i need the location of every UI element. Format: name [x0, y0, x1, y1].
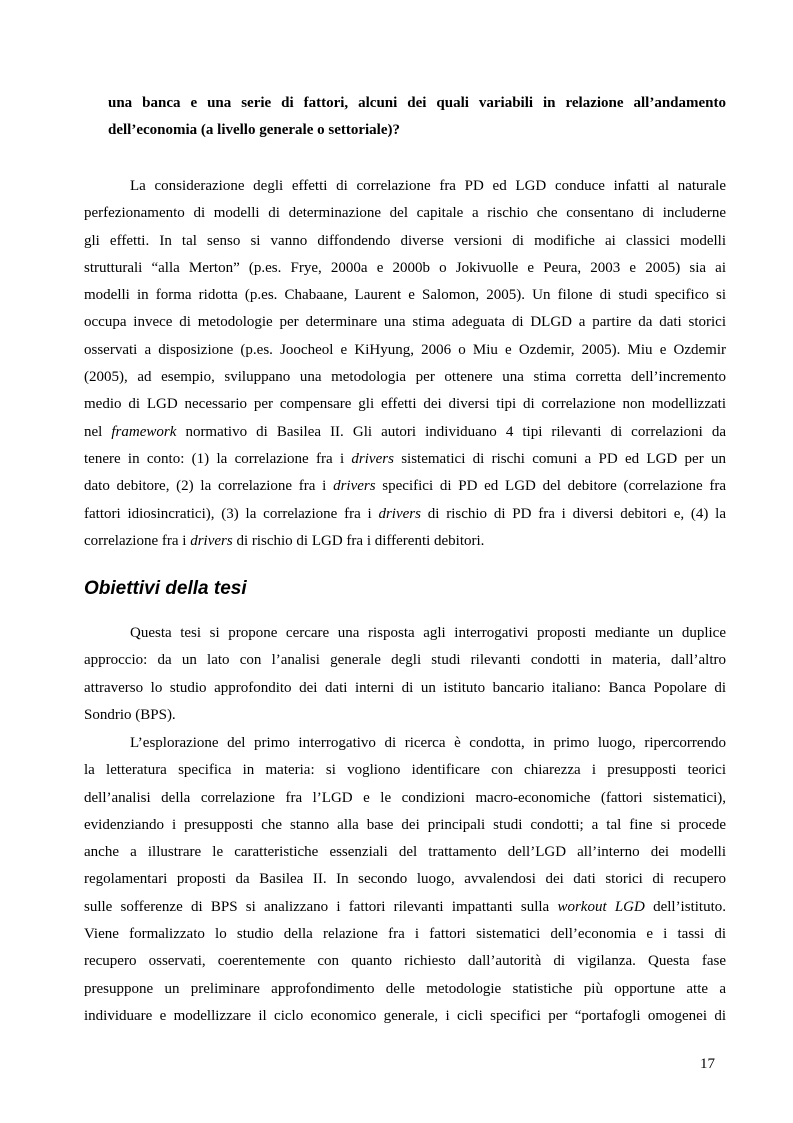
section-heading: Obiettivi della tesi [84, 578, 247, 599]
text-line: (2005), ad esempio, sviluppano una metodologia per ottenere una stima corretta dell’incremento [84, 369, 726, 386]
text-line: individuare e modellizzare il ciclo economico generale, i cicli specifici per “portafogli omogenei di [84, 1007, 726, 1024]
text-line: tenere in conto: (1) la correlazione fra i drivers sistematici di rischi comuni a PD ed LGD per un [84, 450, 726, 467]
paragraph-correlation [84, 173, 726, 555]
text-line: La considerazione degli effetti di correlazione fra PD ed LGD conduce infatti al naturale [130, 178, 726, 194]
research-question [108, 90, 726, 145]
text-line: dell’analisi della correlazione fra l’LGD e le condizioni macro-economiche (fattori sistematici), [84, 789, 726, 806]
text-line: perfezionamento di modelli di determinazione del capitale a rischio che consentano di includerne [84, 205, 726, 222]
text-line: L’esplorazione del primo interrogativo di ricerca è condotta, in primo luogo, ripercorrendo [130, 735, 726, 751]
text-line: evidenziando i presupposti che stanno alla base dei principali studi condotti; a tal fine si procede [84, 816, 726, 833]
text-line: la letteratura specifica in materia: si vogliono identificare con chiarezza i presupposti teorici [84, 762, 726, 779]
text-line: gli effetti. In tal senso si vanno diffondendo diverse versioni di modifiche ai classici modelli [84, 232, 726, 249]
paragraph-objectives [84, 620, 726, 729]
text-line: medio di LGD necessario per compensare gli effetti dei diversi tipi di correlazione non modellizzati [84, 396, 726, 413]
text-line: regolamentari proposti da Basilea II. In secondo luogo, avvalendosi dei dati storici di recupero [84, 871, 726, 888]
text-line: Questa tesi si propone cercare una risposta agli interrogativi proposti mediante un duplice [130, 625, 726, 641]
text-line: occupa invece di metodologie per determinare una stima adeguata di DLGD a partire da dati storici [84, 314, 726, 331]
text-line: modelli in forma ridotta (p.es. Chabaane, Laurent e Salomon, 2005). Un filone di studi specifico si [84, 287, 726, 304]
text-line: nel framework normativo di Basilea II. Gli autori individuano 4 tipi rilevanti di correlazioni da [84, 423, 726, 440]
page-number: 17 [700, 1056, 715, 1072]
text-line: recupero osservati, coerentemente con quanto richiesto dall’autorità di vigilanza. Questa fase [84, 953, 726, 970]
text-line: una banca e una serie di fattori, alcuni dei quali variabili in relazione all’andamento [108, 95, 726, 111]
text-line: Sondrio (BPS). [84, 706, 176, 723]
paragraph-exploration [84, 730, 726, 1030]
text-line: sulle sofferenze di BPS si analizzano i fattori rilevanti impattanti sulla workout LGD dell’istituto. [84, 898, 726, 915]
text-line: anche a illustrare le caratteristiche essenziali del trattamento dell’LGD all’interno dei modelli [84, 844, 726, 861]
text-line: strutturali “alla Merton” (p.es. Frye, 2000a e 2000b o Jokivuolle e Peura, 2003 e 2005) sia ai [84, 259, 726, 276]
text-line: dato debitore, (2) la correlazione fra i drivers specifici di PD ed LGD del debitore (correlazione fra [84, 478, 726, 495]
text-line: approccio: da un lato con l’analisi generale degli studi rilevanti condotti in materia, dall’altro [84, 652, 726, 669]
text-line: Viene formalizzato lo studio della relazione fra i fattori sistematici dell’economia e i tassi di [84, 926, 726, 943]
text-line: dell’economia (a livello generale o settoriale)? [108, 122, 400, 139]
text-line: osservati a disposizione (p.es. Joocheol e KiHyung, 2006 o Miu e Ozdemir, 2005). Miu e Ozdemir [84, 341, 726, 358]
text-line: presuppone un preliminare approfondimento delle metodologie statistiche più opportune atte a [84, 980, 726, 997]
text-line: attraverso lo studio approfondito dei dati interni di un istituto bancario italiano: Banca Popolare di [84, 679, 726, 696]
text-line: fattori idiosincratici), (3) la correlazione fra i drivers di rischio di PD fra i diversi debitori e, (4) la [84, 505, 726, 522]
text-line: correlazione fra i drivers di rischio di LGD fra i differenti debitori. [84, 532, 485, 549]
